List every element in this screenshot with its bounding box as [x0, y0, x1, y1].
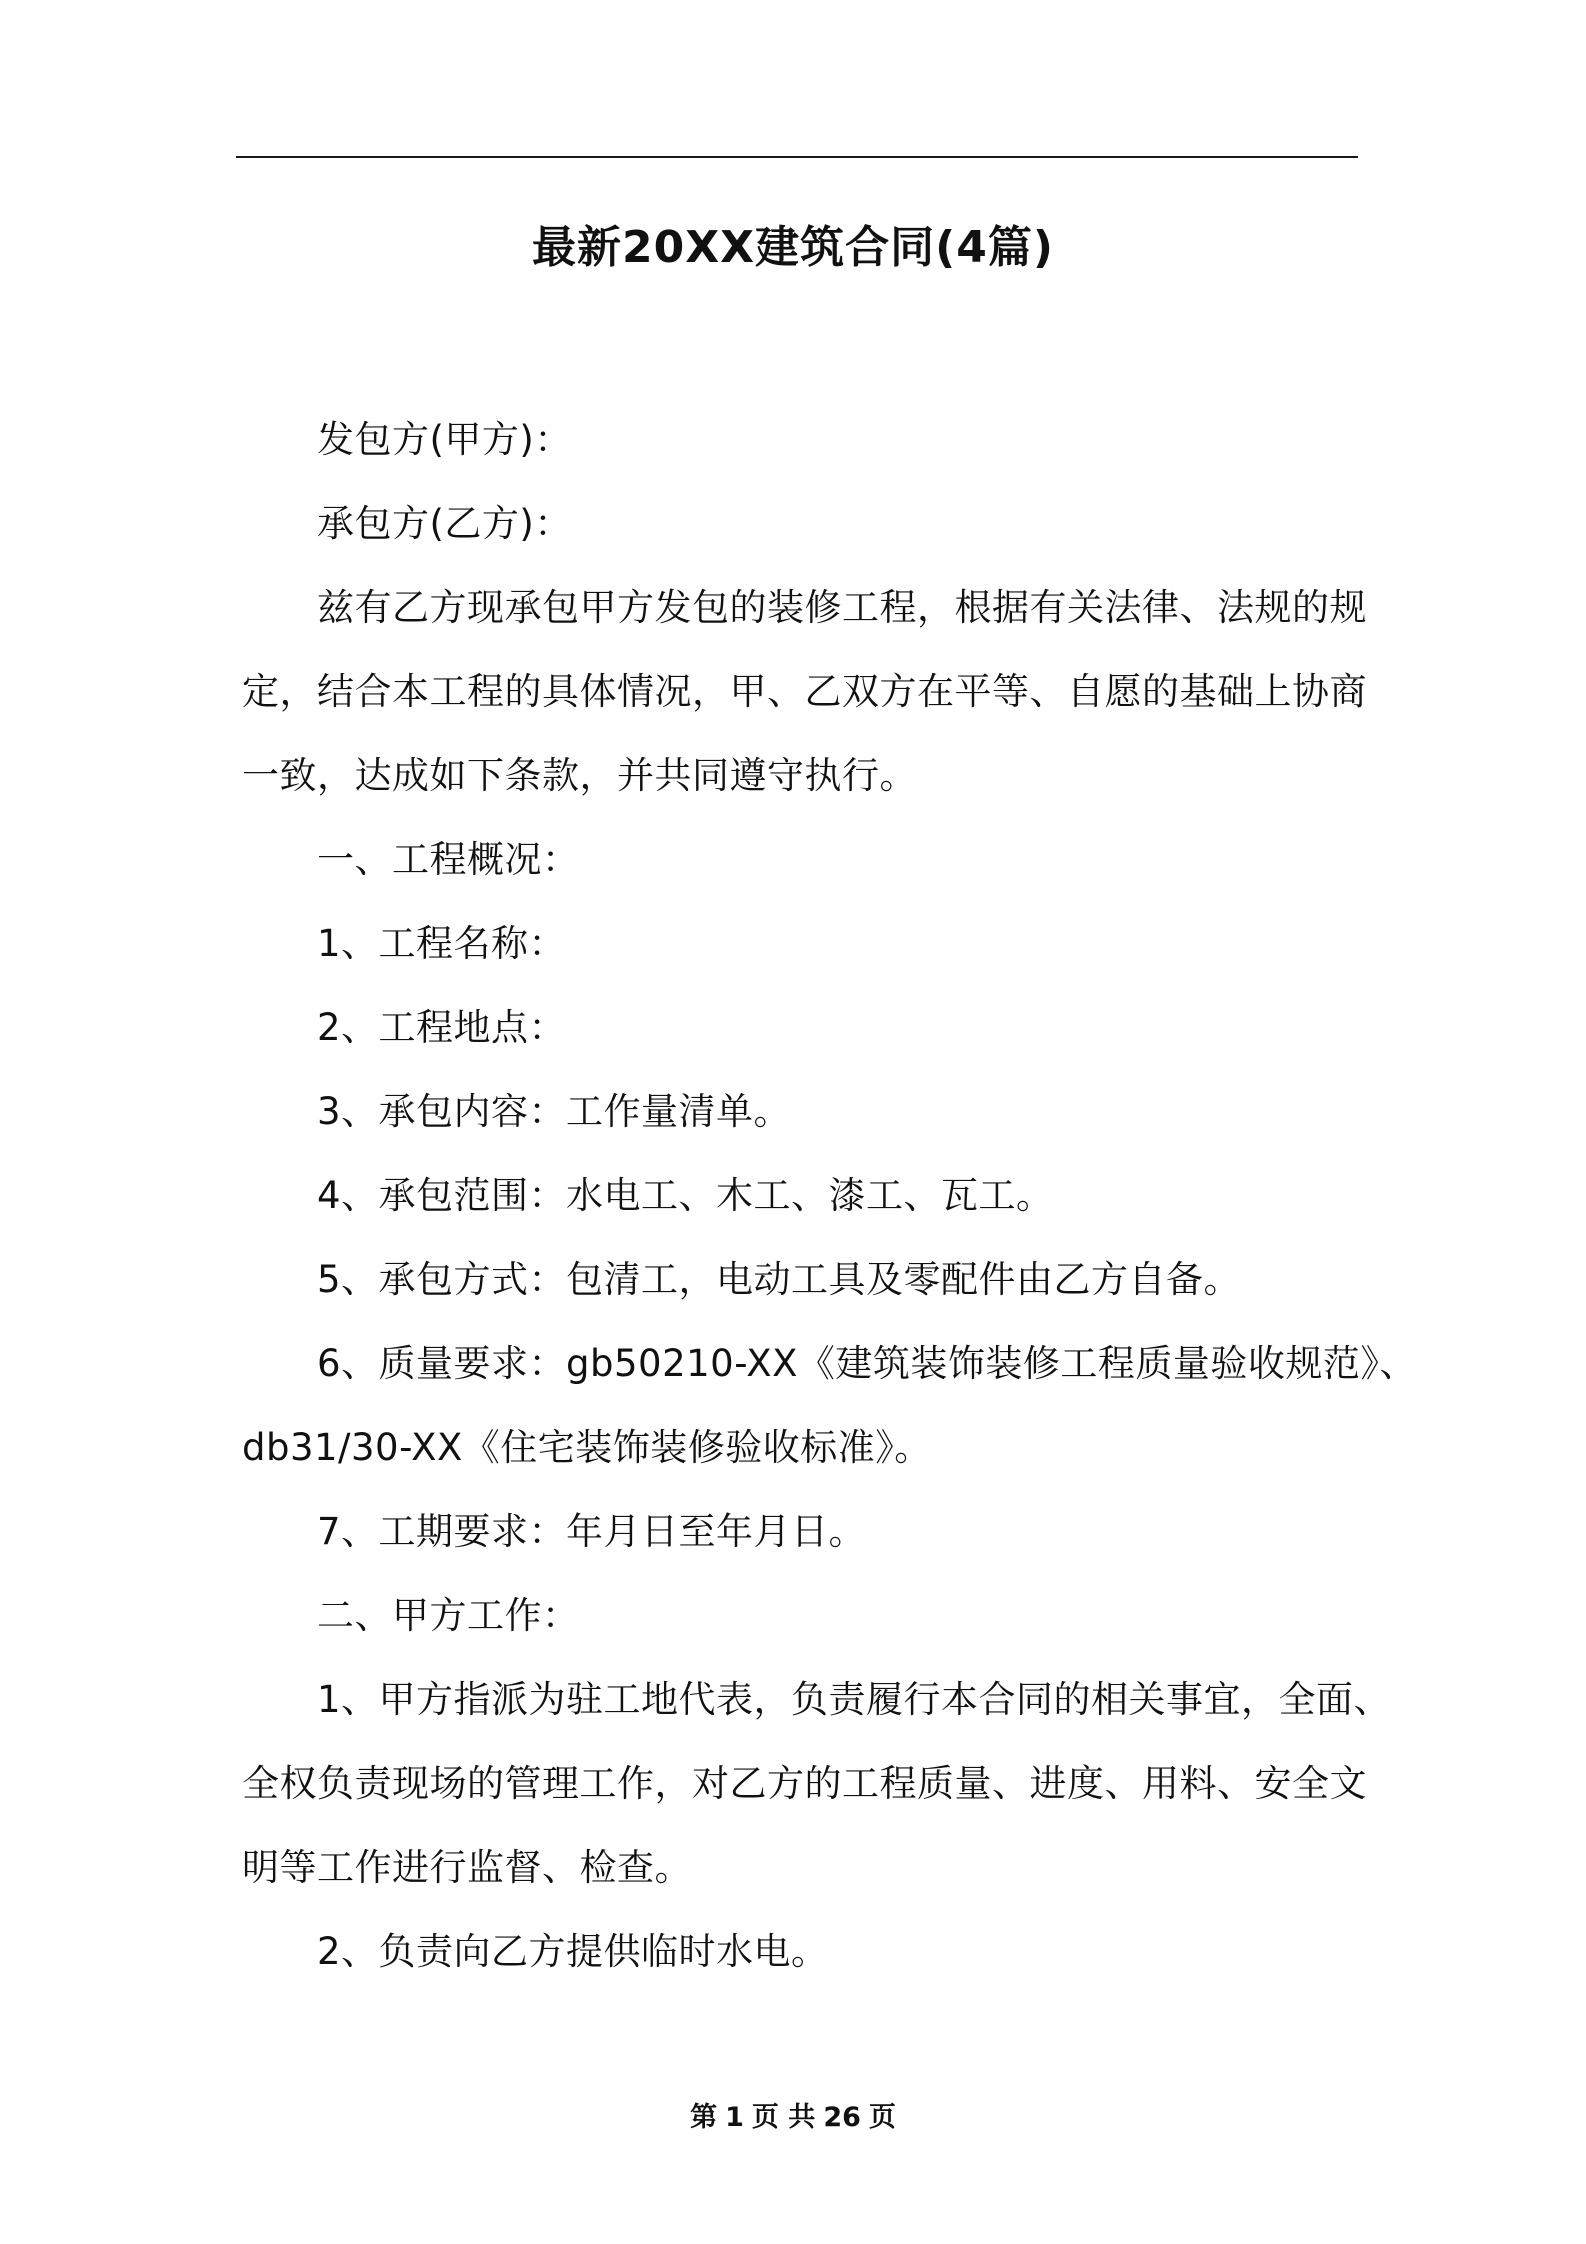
paragraph-line: 一致，达成如下条款，并共同遵守执行。	[242, 754, 917, 797]
paragraph-line: 7、工期要求：年月日至年月日。	[317, 1510, 867, 1553]
document-title: 最新20XX建筑合同(4篇)	[532, 222, 1054, 273]
footer-total-pages: 26	[823, 2102, 861, 2133]
paragraph-line: 2、负责向乙方提供临时水电。	[317, 1930, 829, 1973]
footer-page-number: 1	[725, 2102, 744, 2133]
paragraph-line: 一、工程概况：	[317, 838, 580, 881]
paragraph-line: 明等工作进行监督、检查。	[242, 1846, 692, 1889]
paragraph-line: 兹有乙方现承包甲方发包的装修工程，根据有关法律、法规的规	[317, 586, 1367, 629]
footer-prefix: 第	[690, 2102, 718, 2133]
paragraph-line: 6、质量要求：gb50210-XX《建筑装饰装修工程质量验收规范》、	[317, 1342, 1417, 1385]
document-body	[242, 398, 1417, 1994]
paragraph-line: 承包方(乙方)：	[317, 502, 572, 545]
paragraph-line: 3、承包内容：工作量清单。	[317, 1090, 792, 1133]
page-footer	[0, 2098, 1586, 2138]
footer-suffix: 页	[868, 2102, 896, 2133]
paragraph-line: 2、工程地点：	[317, 1006, 567, 1049]
paragraph-line: 发包方(甲方)：	[317, 418, 572, 461]
paragraph-line: 1、工程名称：	[317, 922, 567, 965]
footer-middle: 页 共	[751, 2102, 816, 2133]
paragraph-line: 二、甲方工作：	[317, 1594, 580, 1637]
paragraph-line: 4、承包范围：水电工、木工、漆工、瓦工。	[317, 1174, 1054, 1217]
paragraph-line: 定，结合本工程的具体情况，甲、乙双方在平等、自愿的基础上协商	[242, 670, 1367, 713]
paragraph-line: db31/30-XX《住宅装饰装修验收标准》。	[242, 1426, 932, 1469]
header-rule	[236, 156, 1358, 158]
paragraph-line: 5、承包方式：包清工，电动工具及零配件由乙方自备。	[317, 1258, 1242, 1301]
paragraph-line: 1、甲方指派为驻工地代表，负责履行本合同的相关事宜，全面、	[317, 1678, 1392, 1721]
paragraph-line: 全权负责现场的管理工作，对乙方的工程质量、进度、用料、安全文	[242, 1762, 1367, 1805]
